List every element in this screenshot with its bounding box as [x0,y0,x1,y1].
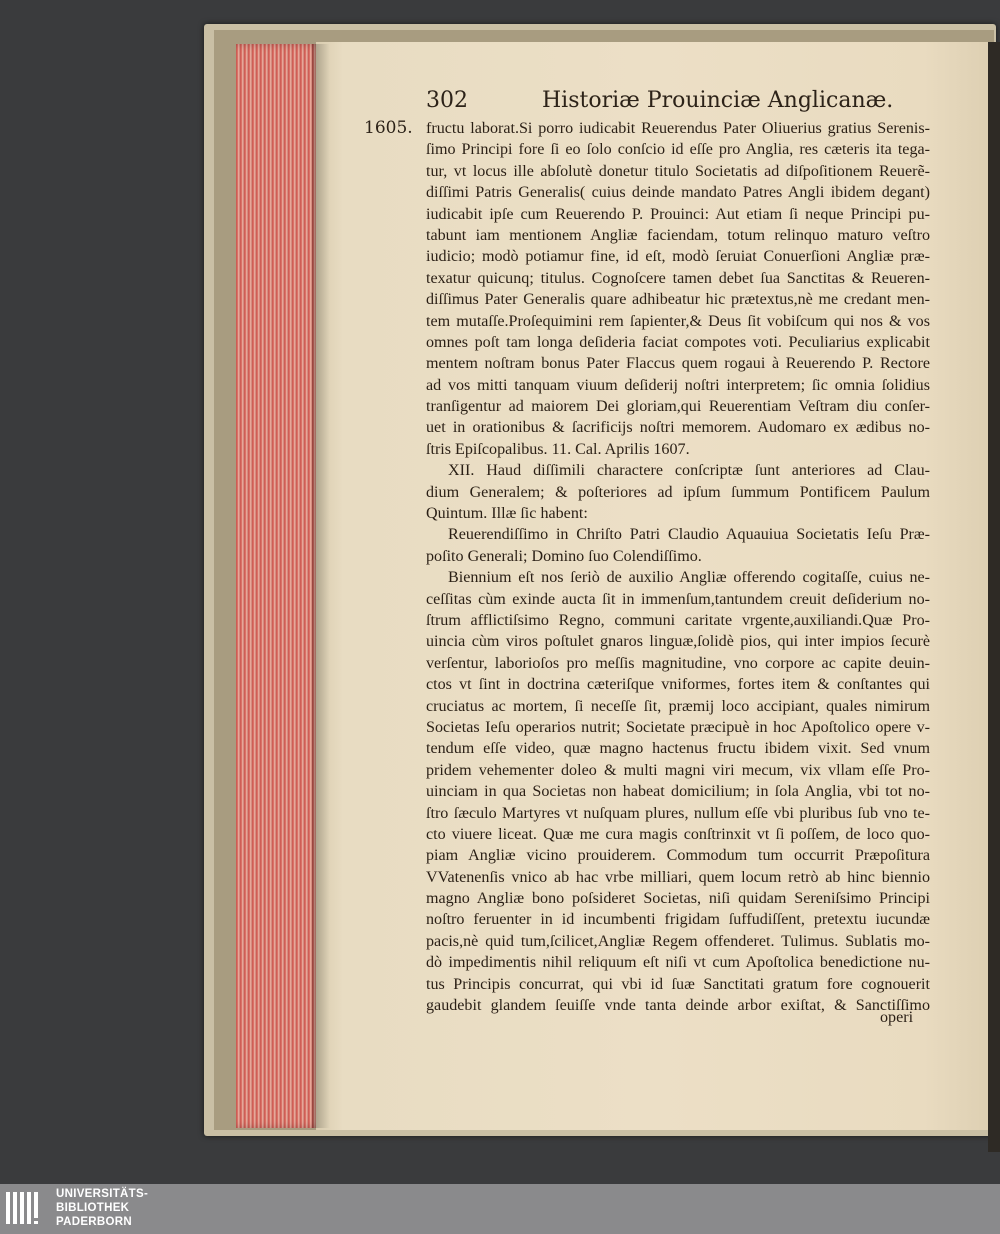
text-line: ſimo Principi fore ſi eo ſolo conſcio id eſſe pro Anglia, res cæteris ita tega- [426,141,930,159]
text-line: tranſigentur ad maiorem Dei gloriam,qui Reuerentiam Veſtram diu conſer- [426,398,930,416]
margin-year: 1605. [364,118,413,138]
text-line: cruciatus ac mortem, ſi neceſſe ſit, præmij loco accipiant, quales nimirum [426,697,930,715]
text-line: Reuerendiſſimo in Chriſto Patri Claudio Aquauiua Societatis Ieſu Præ- [448,526,930,544]
text-line: pacis,nè quid tum,ſcilicet,Angliæ Regem offenderet. Tulimus. Sublatis mo- [426,932,930,950]
text-line: texatur quicunq; titulus. Cognoſcere tamen debet ſua Sanctitas & Reueren- [426,269,930,287]
text-line: iudicabit ipſe cum Reuerendo P. Prouinci: Aut etiam ſi neque Principi pu- [426,205,930,223]
text-line: uincia cùm viros poſtulet gnaros linguæ,ſolidè pios, qui inter impios ſecurè [426,633,930,651]
text-line: VVatenenſis vnico ab hac vrbe milliari, quem locum retrò ab hinc biennio [426,868,930,886]
library-name-line: UNIVERSITÄTS- [56,1188,149,1200]
text-line: fructu laborat.Si porro iudicabit Reuerendus Pater Oliuerius gratius Serenis- [426,120,930,137]
text-line: ad vos mitti tanquam viuum deſiderij noſtri interpretem; ſic omnia ſolidius [426,376,930,394]
text-line: verſentur, laborioſos pro meſſis magnitudine, vno corpore ac capite deuin- [426,654,930,672]
text-line: Quintum. Illæ ſic habent: [426,505,588,523]
text-line: ceſſitas cùm exinde aucta ſit in immenſum,tantundem creuit deſiderium no- [426,590,930,608]
library-name-line: PADERBORN [56,1216,132,1228]
text-line: ctos vt ſint in doctrina cæteriſque vniformes, fortes item & conſtantes qui [426,676,930,694]
text-line: magno Angliæ bono poſsideret Societas, niſi quidam Sereniſsimo Principi [426,890,930,908]
text-line: tem mutaſſe.Proſequimini rem ſapienter,& Deus ſit vobiſcum qui nos & vos [426,312,930,330]
page-number: 302 [426,88,468,113]
body-text [426,118,930,1016]
text-line: uinciam in qua Societas non habeat domicilium; in ſola Anglia, vbi tot no- [426,783,930,801]
text-line: tabunt iam mentionem Angliæ faciendam, totum relinquo maturo veſtro [426,226,930,244]
text-line: ſtro ſæculo Martyres vt nuſquam plures, nullum eſſe vbi pluribus ſub vno te- [426,804,930,822]
text-line: cto viuere liceat. Quæ me cura magis conſtrinxit vt ſi poſſem, de loco quo- [426,825,930,843]
text-line: poſito Generali; Domino ſuo Colendiſſimo. [426,547,702,565]
library-name-line: BIBLIOTHEK [56,1202,130,1214]
text-line: ſtrum afflictiſsimo Regno, communi caritate vrgente,auxiliandi.Quæ Pro- [426,611,930,629]
text-line: tur, vt locus ille abſolutè donetur titulo Societatis ad diſpoſitionem Reuerẽ- [426,162,930,180]
text-line: omnes poſt tam longa deſideria faciat compotes voti. Peculiarius explicabit [426,333,930,351]
page-right-edge [988,42,1000,1152]
gutter-shadow [312,44,330,1128]
running-title: Historiæ Prouinciæ Anglicanæ. [542,88,894,113]
text-line: ſtris Epiſcopalibus. 11. Cal. Aprilis 1607. [426,440,690,458]
text-line: uet in orationibus & ſacrificijs noſtri memorem. Audomaro ex ædibus no- [426,419,930,437]
library-footer [0,1184,1000,1234]
text-line: iudicio; modò potiamur fine, id eſt, modò ſeruiat Conuerſioni Angliæ præ- [426,248,930,266]
text-line: Societas Ieſu operarios nutrit; Societate præcipuè in hoc Apoſtolico opere v- [426,718,930,736]
text-line: dium Generalem; & poſteriores ad ipſum ſummum Pontificem Paulum [426,483,930,501]
text-line: tus Principis concurrat, qui vbi id ſuæ Sanctitati gratum fore cognouerit [426,975,930,993]
text-line: XII. Haud diſſimili charactere conſcriptæ ſunt anteriores ad Clau- [448,462,930,480]
text-line: piam Angliæ vicino prouiderem. Commodum tum occurrit Præpoſitura [426,847,930,865]
text-line: noſtro feruenter in id incumbenti frigidam ſuffudiſſent, pretextu iucundæ [426,911,930,929]
text-line: diſſimus Pater Generalis quare adhibeatur hic prætextus,nè me credant men- [426,291,930,309]
library-name [56,1187,148,1229]
text-line: dò impedimentis nihil reliquum eſt niſi vt cum Apoſtolica benedictione nu- [426,954,930,972]
page-header [426,88,894,118]
text-line: mentem noſtram bonus Pater Flaccus quem rogaui à Reuerendo P. Rectore [426,355,930,373]
text-line: gaudebit glandem ſeuiſſe vnde tanta deinde arbor exiſtat, & Sanctiſſimo [426,997,930,1015]
library-logo-icon [6,1188,50,1228]
text-line: diſſimi Patris Generalis( cuius deinde mandato Patres Angli ibidem degant) [426,184,930,202]
catchword: operi [880,1009,914,1026]
text-line: Biennium eſt nos ſeriò de auxilio Angliæ offerendo cogitaſſe, cuius ne- [448,569,930,587]
text-line: tendum eſſe video, quæ magno hactenus fructu ibidem vixit. Sed vnum [426,740,930,758]
text-line: pridem vehementer doleo & multi magni viri mecum, vix vllam eſſe Pro- [426,761,930,779]
